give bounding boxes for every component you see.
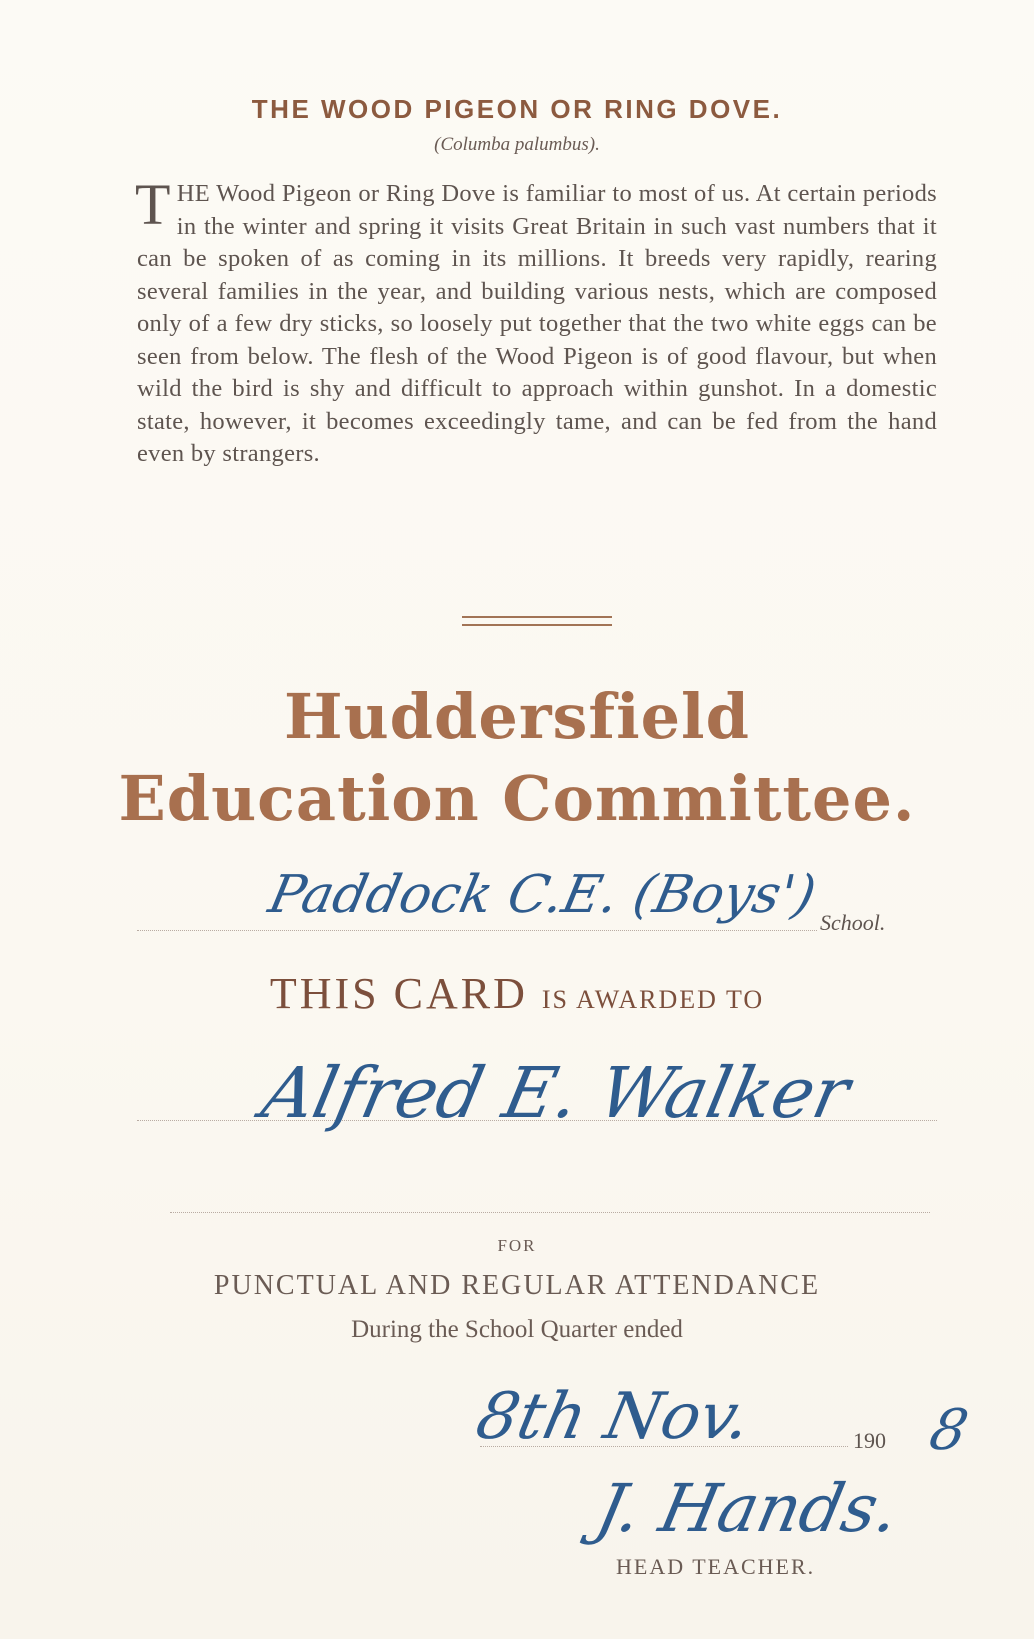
description-paragraph (135, 172, 937, 471)
recipient-name-handwriting: Alfred E. Walker (255, 1052, 857, 1134)
for-label: FOR (497, 1236, 537, 1255)
school-dotted-line (137, 930, 817, 931)
divider-bottom (462, 624, 612, 626)
quarter-text: During the School Quarter ended (351, 1316, 683, 1343)
committee-heading-line2: Education Committee. (118, 762, 916, 835)
description-text: HE Wood Pigeon or Ring Dove is familiar to most of us. At certain periods in the winter and spring it visits Great Britain in such vast numbers that it can be spoken of as coming in its millions. It breeds very rapidly, rearing several families in the year, and building various nests, which are composed only of a few dry sticks, so loosely put together that the two white eggs can be seen from below. The flesh of the Wood Pigeon is of good flavour, but when wild the bird is shy and difficult to approach within gunshot. In a domestic state, however, it becomes exceedingly tame, and can be fed from the hand even by strangers. (137, 180, 937, 467)
divider-top (462, 616, 612, 618)
school-handwriting: Paddock C.E. (Boys') (263, 865, 822, 925)
award-big-text: THIS CARD (269, 969, 528, 1018)
blank-dotted-line (170, 1212, 930, 1213)
card-title: THE WOOD PIGEON OR RING DOVE. (251, 94, 783, 124)
drop-cap: T (135, 172, 171, 237)
year-handwriting: 8 (924, 1398, 974, 1463)
award-statement (0, 968, 1034, 1019)
head-teacher-label: HEAD TEACHER. (616, 1554, 816, 1579)
award-small-text: IS AWARDED TO (541, 985, 765, 1014)
latin-name: (Columba palumbus). (434, 134, 600, 155)
school-label: School. (820, 910, 886, 935)
award-reason: PUNCTUAL AND REGULAR ATTENDANCE (213, 1270, 821, 1301)
signature-handwriting: J. Hands. (589, 1470, 906, 1547)
date-handwriting: 8th Nov. (470, 1380, 758, 1454)
year-prefix: 190 (853, 1428, 886, 1453)
committee-heading-line1: Huddersfield (284, 680, 750, 753)
